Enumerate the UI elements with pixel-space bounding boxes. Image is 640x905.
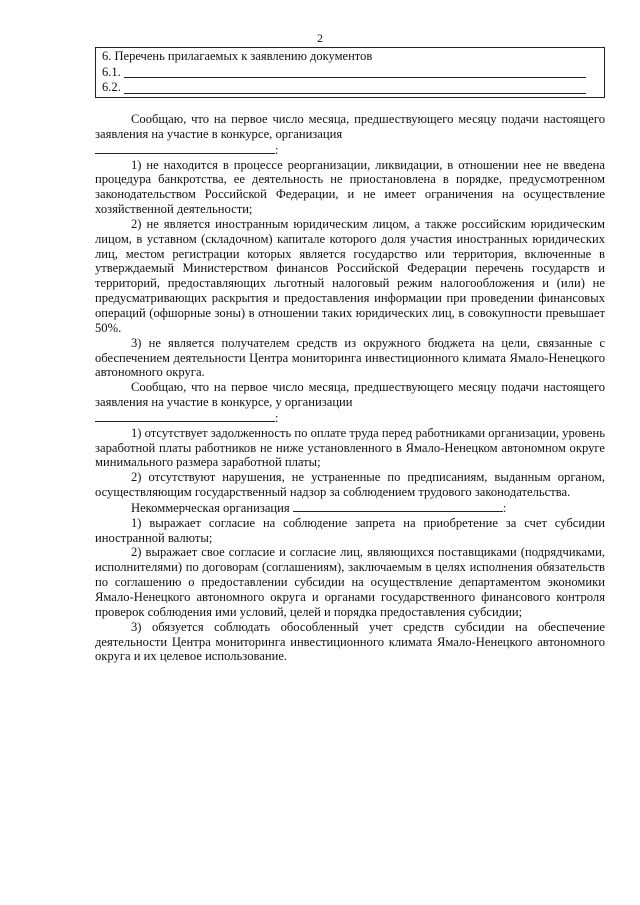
section3-item1: 1) выражает согласие на соблюдение запрета на приобретение за счет субсидии иностранной валюты; (95, 515, 605, 545)
section3-intro-colon: : (502, 500, 507, 515)
section2-intro-text: Сообщаю, что на первое число месяца, предшествующего месяцу подачи настоящего заявления на участие в конкурсе, у организации (95, 380, 605, 410)
documents-table-title (102, 49, 599, 65)
section1-item1: 1) не находится в процессе реорганизации, ликвидации, в отношении нее не введена процедура банкротства, ее деятельность не приостановлена в порядке, предусмотренном законодательством Российской Федерации, и не имеет ограничения на осуществление хозяйственной деятельности; (95, 157, 605, 217)
organization-blank-line (95, 410, 275, 422)
page-number: 2 (317, 31, 323, 45)
section2-item1: 1) отсутствует задолженность по оплате труда перед работниками организации, уровень заработной платы работников не ниже установленного в Ямало-Ненецком автономном округе минимального размера заработной платы; (95, 425, 605, 470)
organization-blank-line (95, 142, 275, 154)
documents-table-item (102, 80, 599, 96)
section1-item3: 3) не является получателем средств из окружного бюджета на цели, связанные с обеспечением деятельности Центра мониторинга инвестиционного климата Ямало-Ненецкого автономного округа. (95, 335, 605, 380)
documents-item-number: 6.2. (102, 80, 121, 94)
documents-table-item (102, 65, 599, 81)
section3-item2: 2) выражает свое согласие и согласие лиц, являющихся поставщиками (подрядчиками, исполнителями) по договорам (соглашениям), заключаемым в целях исполнения обязательств по соглашению о предоставлении субсидии на осуществление департаментом экономики Ямало-Ненецкого автономного округа и органами государственного финансового контроля проверок соблюдения ими условий, целей и порядка предоставления субсидии; (95, 545, 605, 619)
section1-item2: 2) не является иностранным юридическим лицом, а также российским юридическим лицом, в уставном (складочном) капитале которого доля участия иностранных юридических лиц, местом регистрации которых является государство или территория, включенные в утверждаемый Министерством финансов Российской Федерации перечень государств и территорий, предоставляющих льготный налоговый режим налогообложения и (или) не предусматривающих раскрытия и предоставления информации при проведении финансовых операций (офшорные зоны) в отношении таких юридических лиц, в совокупности превышает 50%. (95, 216, 605, 335)
documents-table (95, 47, 605, 98)
documents-item-blank-line (124, 81, 586, 94)
section2-intro (95, 380, 605, 426)
section1-intro-text: Сообщаю, что на первое число месяца, предшествующего месяцу подачи настоящего заявления на участие в конкурсе, организация (95, 112, 605, 141)
section1-intro (95, 112, 605, 158)
documents-table-title-text: 6. Перечень прилагаемых к заявлению документов (102, 49, 373, 63)
section1-intro-colon: : (275, 142, 279, 157)
documents-item-number: 6.1. (102, 64, 121, 79)
section3-item3: 3) обязуется соблюдать обособленный учет средств субсидии на обеспечение деятельности Центра мониторинга инвестиционного климата Ямало-Ненецкого автономного округа и их целевое использование. (95, 619, 605, 664)
section3-intro (95, 500, 605, 516)
nko-blank-line (293, 500, 503, 512)
documents-item-blank-line (124, 65, 586, 78)
section2-intro-colon: : (275, 410, 279, 425)
section3-intro-text: Некоммерческая организация (131, 500, 290, 515)
section2-item2: 2) отсутствуют нарушения, не устраненные по предписаниям, выданным органом, осуществляющим государственный надзор за соблюдением трудового законодательства. (95, 470, 605, 500)
document-body (95, 112, 605, 664)
